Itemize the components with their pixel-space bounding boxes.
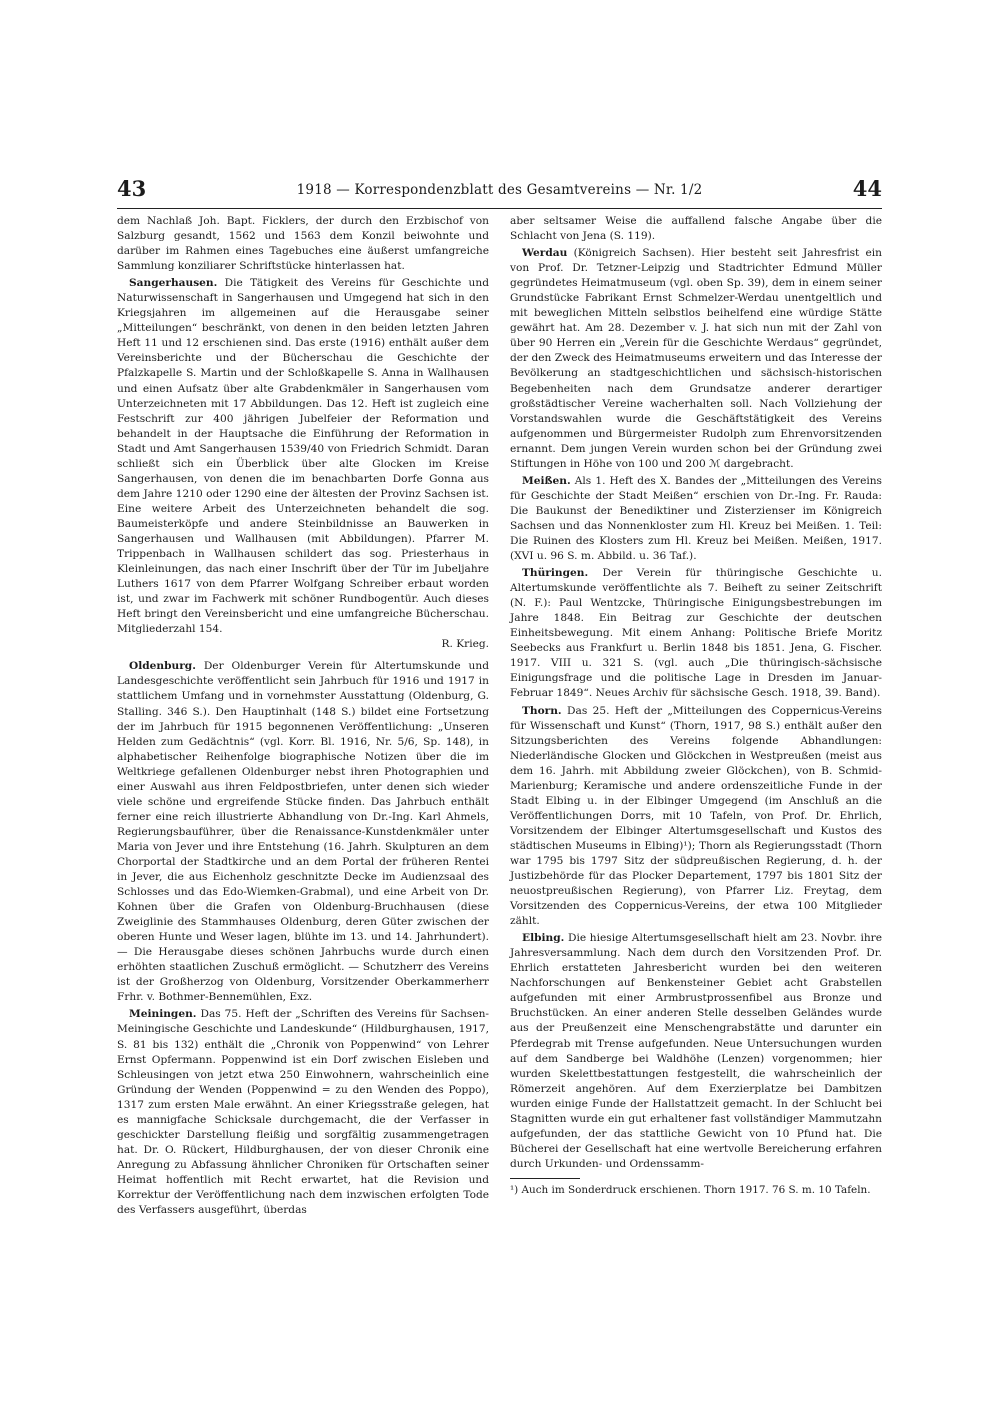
left-column xyxy=(117,214,489,1218)
section-thueringen xyxy=(510,566,882,701)
section-heading: Oldenburg. xyxy=(129,660,196,673)
section-heading: Sangerhausen. xyxy=(129,277,218,290)
continuation-paragraph: aber seltsamer Weise die auffallend falsche Angabe über die Schlacht von Jena (S. 119). xyxy=(510,215,882,243)
section-body: Die Tätigkeit des Vereins für Geschichte und Naturwissenschaft in Sangerhausen und Umgegend hat sich in den Kriegsjahren im allgemeinen auf die Herausgabe seiner „Mitteilungen“ beschränkt, von denen in den beiden letzten Jahren Heft 11 und 12 erschienen sind. Das erste (1916) enthält außer dem Vereinsberichte und der Bücherschau die Geschichte der Pfalzkapelle S. Martin und der Schloßkapelle S. Anna in Wallhausen und einen Aufsatz über alte Grabdenkmäler in Sangerhausen vom Unterzeichneten mit 17 Abbildungen. Das 12. Heft ist zugleich eine Festschrift zur 400 jährigen Jubelfeier der Reformation und behandelt in der Hauptsache die Einführung der Reformation in Stadt und Amt Sangerhausen 1539/40 von Friedrich Schmidt. Daran schließt sich ein Überblick über alte Glocken im Kreise Sangerhausen, von denen die im benachbarten Dorfe Gonna aus dem Jahre 1210 oder 1290 eine der ältesten der Provinz Sachsen ist. Eine weitere Arbeit des Unterzeichneten behandelt die sog. Baumeisterköpfe und andere Steinbildnisse an Bauwerken in Sangerhausen und Wallhausen (mit Abbildungen). Pfarrer M. Trippenbach in Wallhausen schildert das sog. Priesterhaus in Kleinleinungen, das nach einer Inschrift über der Tür im Jubeljahre Luthers 1617 von dem Pfarrer Wolfgang Schreiber erbaut worden ist, und zwar im Fachwerk mit schöner Rundbogentür. Auch dieses Heft bringt den Vereinsbericht und eine umfangreiche Bücherschau. Mitgliederzahl 154. xyxy=(117,277,489,636)
footnote-rule xyxy=(510,1178,580,1179)
section-heading: Thorn. xyxy=(522,704,562,717)
section-werdau xyxy=(510,246,882,472)
continuation-paragraph: dem Nachlaß Joh. Bapt. Ficklers, der durch den Erzbischof von Salzburg gesandt, 1562 und 1563 dem Konzil beiwohnte und darüber im Rahmen eines Tagebuches eine äußerst umfangreiche Sammlung konziliarer Schriftstücke hinterlassen hat. xyxy=(117,215,489,273)
page-number-right: 44 xyxy=(852,176,882,201)
author-signature: R. Krieg. xyxy=(441,638,489,651)
section-body: (Königreich Sachsen). Hier besteht seit Jahresfrist ein von Prof. Dr. Tetzner-Leipzig und Stadtrichter Edmund Müller gegründetes Heimatmuseum (vgl. oben Sp. 39), dem in einem seiner Grundstücke Fabrikant Ernst Schmelzer-Werdau unentgeltlich und mit beweglichen Mitteln selbstlos beihelfend eine würdige Stätte gewährt hat. Am 28. Dezember v. J. hat sich nun mit der Zahl von über 90 Herren ein „Verein für die Geschichte Werdaus“ gegründet, der den Zweck des Heimatmuseums erweitern und das Interesse der Bevölkerung an stadtgeschichtlichen und sächsisch-historischen Begebenheiten nach dem Grundsatze anderer derartiger großstädtischer Vereine wacherhalten soll. Nach Vollziehung der Vorstandswahlen wurde die Geschäftstätigkeit des Vereins aufgenommen und Bürgermeister Rudolph zum Ehrenvorsitzenden ernannt. Dem jungen Verein wurden schon bei der Gründung zwei Stiftungen in Höhe von 100 und 200 ℳ dargebracht. xyxy=(510,247,882,470)
running-title: 1918 — Korrespondenzblatt des Gesamtvereins — Nr. 1/2 xyxy=(296,182,703,198)
page-number-left: 43 xyxy=(117,176,147,201)
footnote: ¹) Auch im Sonderdruck erschienen. Thorn 1917. 76 S. m. 10 Tafeln. xyxy=(510,1183,871,1196)
section-heading: Elbing. xyxy=(522,932,565,945)
section-body: Als 1. Heft des X. Bandes der „Mitteilungen des Vereins für Geschichte der Stadt Meißen“ erschien von Dr.-Ing. Fr. Rauda: Die Baukunst der Benediktiner und Zisterzienser im Königreich Sachsen und das Nonnenkloster zum Hl. Kreuz bei Meißen. 1. Teil: Die Ruinen des Klosters zum Hl. Kreuz bei Meißen. Meißen, 1917. (XVI u. 96 S. m. Abbild. u. 36 Taf.). xyxy=(510,474,882,563)
section-body: Das 75. Heft der „Schriften des Vereins für Sachsen-Meiningische Geschichte und Landeskunde“ (Hildburghausen, 1917, S. 81 bis 132) enthält die „Chronik von Poppenwind“ von Lehrer Ernst Opfermann. Poppenwind ist ein Dorf zwischen Eisleben und Schleusingen von jetzt etwa 250 Einwohnern, wahrscheinlich eine Gründung der Wenden (Poppenwind = zu den Wenden des Poppo), 1317 zum ersten Male erwähnt. An einer Kriegsstraße gelegen, hat es mannigfache Schicksale durchgemacht, die der Verfasser in geschickter Darstellung fleißig und sorgfältig zusammengetragen hat. Dr. O. Rückert, Hildburghausen, der von dieser Chronik eine Anregung zu Abfassung ähnlicher Chroniken für Ortschaften seiner Heimat hoffentlich mit Recht erwartet, hat die Revision und Korrektur der Veröffentlichung nach dem inzwischen erfolgten Tode des Verfassers ausgeführt, überdas xyxy=(117,1008,490,1217)
right-column xyxy=(510,214,882,1197)
section-sangerhausen xyxy=(117,276,489,637)
page-header xyxy=(117,176,882,206)
section-heading: Thüringen. xyxy=(522,567,589,580)
section-body: Die hiesige Altertumsgesellschaft hielt am 23. Novbr. ihre Jahresversammlung. Nach dem durch den Vorsitzenden Prof. Dr. Ehrlich erstatteten Jahresbericht wurden bei den weiteren Nachforschungen auf Benkensteiner Gebiet acht Grabstellen aufgefunden mit einer Armbrustprossenfibel aus Bronze und Bruchstücken. An einer anderen Stelle desselben Geländes wurde aus der Preußenzeit eine Menschengrabstätte und darunter ein Pferdegrab mit Trense aufgefunden. Neue Untersuchungen wurden auf dem Sandberge bei Waldhöhe (Lenzen) vorgenommen; hier wurden Skelettbestattungen festgestellt, die wahrscheinlich der Römerzeit angehören. Auf dem Exerzierplatze bei Dambitzen wurden einige Funde der Hallstattzeit gemacht. In der Schlucht bei Stagnitten wurde ein gut erhaltener fast vollständiger Mammutzahn aufgefunden, der das stattliche Gewicht von 10 Pfund hat. Die Bücherei der Gesellschaft hat eine wertvolle Bereicherung erfahren durch Urkunden- und Ordenssamm- xyxy=(510,932,882,1170)
section-body: Der Verein für thüringische Geschichte u. Altertumskunde veröffentlichte als 7. Beiheft zu seiner Zeitschrift (N. F.): Paul Wentzcke, Thüringische Einigungsbestrebungen im Jahre 1848. Ein Beitrag zur Geschichte der deutschen Einheitsbewegung. Mit einem Anhang: Politische Briefe Moritz Seebecks aus Frankfurt u. Berlin 1848 bis 1851. Jena, G. Fischer. 1917. VIII u. 321 S. (vgl. auch „Die thüringisch-sächsische Einigungsfrage und die politische Lage in Dresden im Januar-Februar 1849“. Neues Archiv für sächsische Gesch. 1918, 39. Band). xyxy=(510,567,882,700)
section-thorn xyxy=(510,704,882,930)
section-heading: Meiningen. xyxy=(129,1008,197,1021)
section-body: Der Oldenburger Verein für Altertumskunde und Landesgeschichte veröffentlicht sein Jahrbuch für 1916 und 1917 in stattlichem Umfang und in vornehmster Ausstattung (Oldenburg, G. Stalling. 346 S.). Den Hauptinhalt (148 S.) bildet eine Fortsetzung der im Jahrbuch für 1915 begonnenen Veröffentlichung: „Unseren Helden zum Gedächtnis“ (vgl. Korr. Bl. 1916, Nr. 5/6, Sp. 148), in alphabetischer Reihenfolge biographische Notizen über die im Weltkriege gefallenen Oldenburger nebst ihren Photographien und einer Auswahl aus ihren Feldpostbriefen, unter denen sich wieder viele schöne und ergreifende Stücke finden. Das Jahrbuch enthält ferner eine reich illustrierte Abhandlung von Dr.-Ing. Karl Ahmels, Regierungsbauführer, über die Renaissance-Kunstdenkmäler unter Maria von Jever und ihre Entstehung (16. Jahrh. Skulpturen an dem Chorportal der Stadtkirche und an dem Portal der früheren Rentei in Jever, die aus Eichenholz geschnitzte Decke im Audienzsaal des Schlosses und das Edo-Wiemken-Grabmal), und eine Arbeit von Dr. Kohnen über die Grafen von Oldenburg-Bruchhausen (diese Zweiglinie des Stammhauses Oldenburg, deren Güter zwischen der oberen Hunte und Weser lagen, blühte im 13. und 14. Jahrhundert). — Die Herausgabe dieses schönen Jahrbuchs wurde durch einen erhöhten staatlichen Zuschuß ermöglicht. — Schutzherr des Vereins ist der Großherzog von Oldenburg, Vorsitzender Oberkammerherr Frhr. v. Bothmer-Bennemühlen, Exz. xyxy=(117,660,489,1004)
header-rule xyxy=(117,208,882,209)
section-heading: Werdau xyxy=(522,247,568,260)
section-elbing xyxy=(510,931,882,1172)
section-heading: Meißen. xyxy=(522,474,571,487)
section-meissen xyxy=(510,474,882,564)
section-meiningen xyxy=(117,1007,489,1218)
section-body: Das 25. Heft der „Mitteilungen des Coppernicus-Vereins für Wissenschaft und Kunst“ (Thorn, 1917, 98 S.) enthält außer den Sitzungsberichten des Vereins folgende Abhandlungen: Niederländische Glocken und Glöckchen in Westpreußen (meist aus dem 16. Jahrh. mit Abbildung zweier Glöckchen), von B. Schmid-Marienburg; Keramische und andere ordenszeitliche Funde in der Stadt Elbing u. in der Elbinger Umgegend (im Anschluß an die Veröffentlichungen Dorrs, mit 10 Tafeln, von Prof. Dr. Ehrlich, Vorsitzendem der Elbinger Altertumsgesellschaft und Kustos des städtischen Museums in Elbing)¹); Thorn als Regierungsstadt (Thorn war 1795 bis 1797 Sitz der südpreußischen Regierung, d. h. der Justizbehörde für das Plocker Departement, 1797 bis 1801 Sitz der neuostpreußischen Regierung), von Pfarrer Liz. Freytag, dem Vorsitzenden des Coppernicus-Vereins, der etwa 100 Mitglieder zählt. xyxy=(510,704,882,928)
section-oldenburg xyxy=(117,659,489,1005)
